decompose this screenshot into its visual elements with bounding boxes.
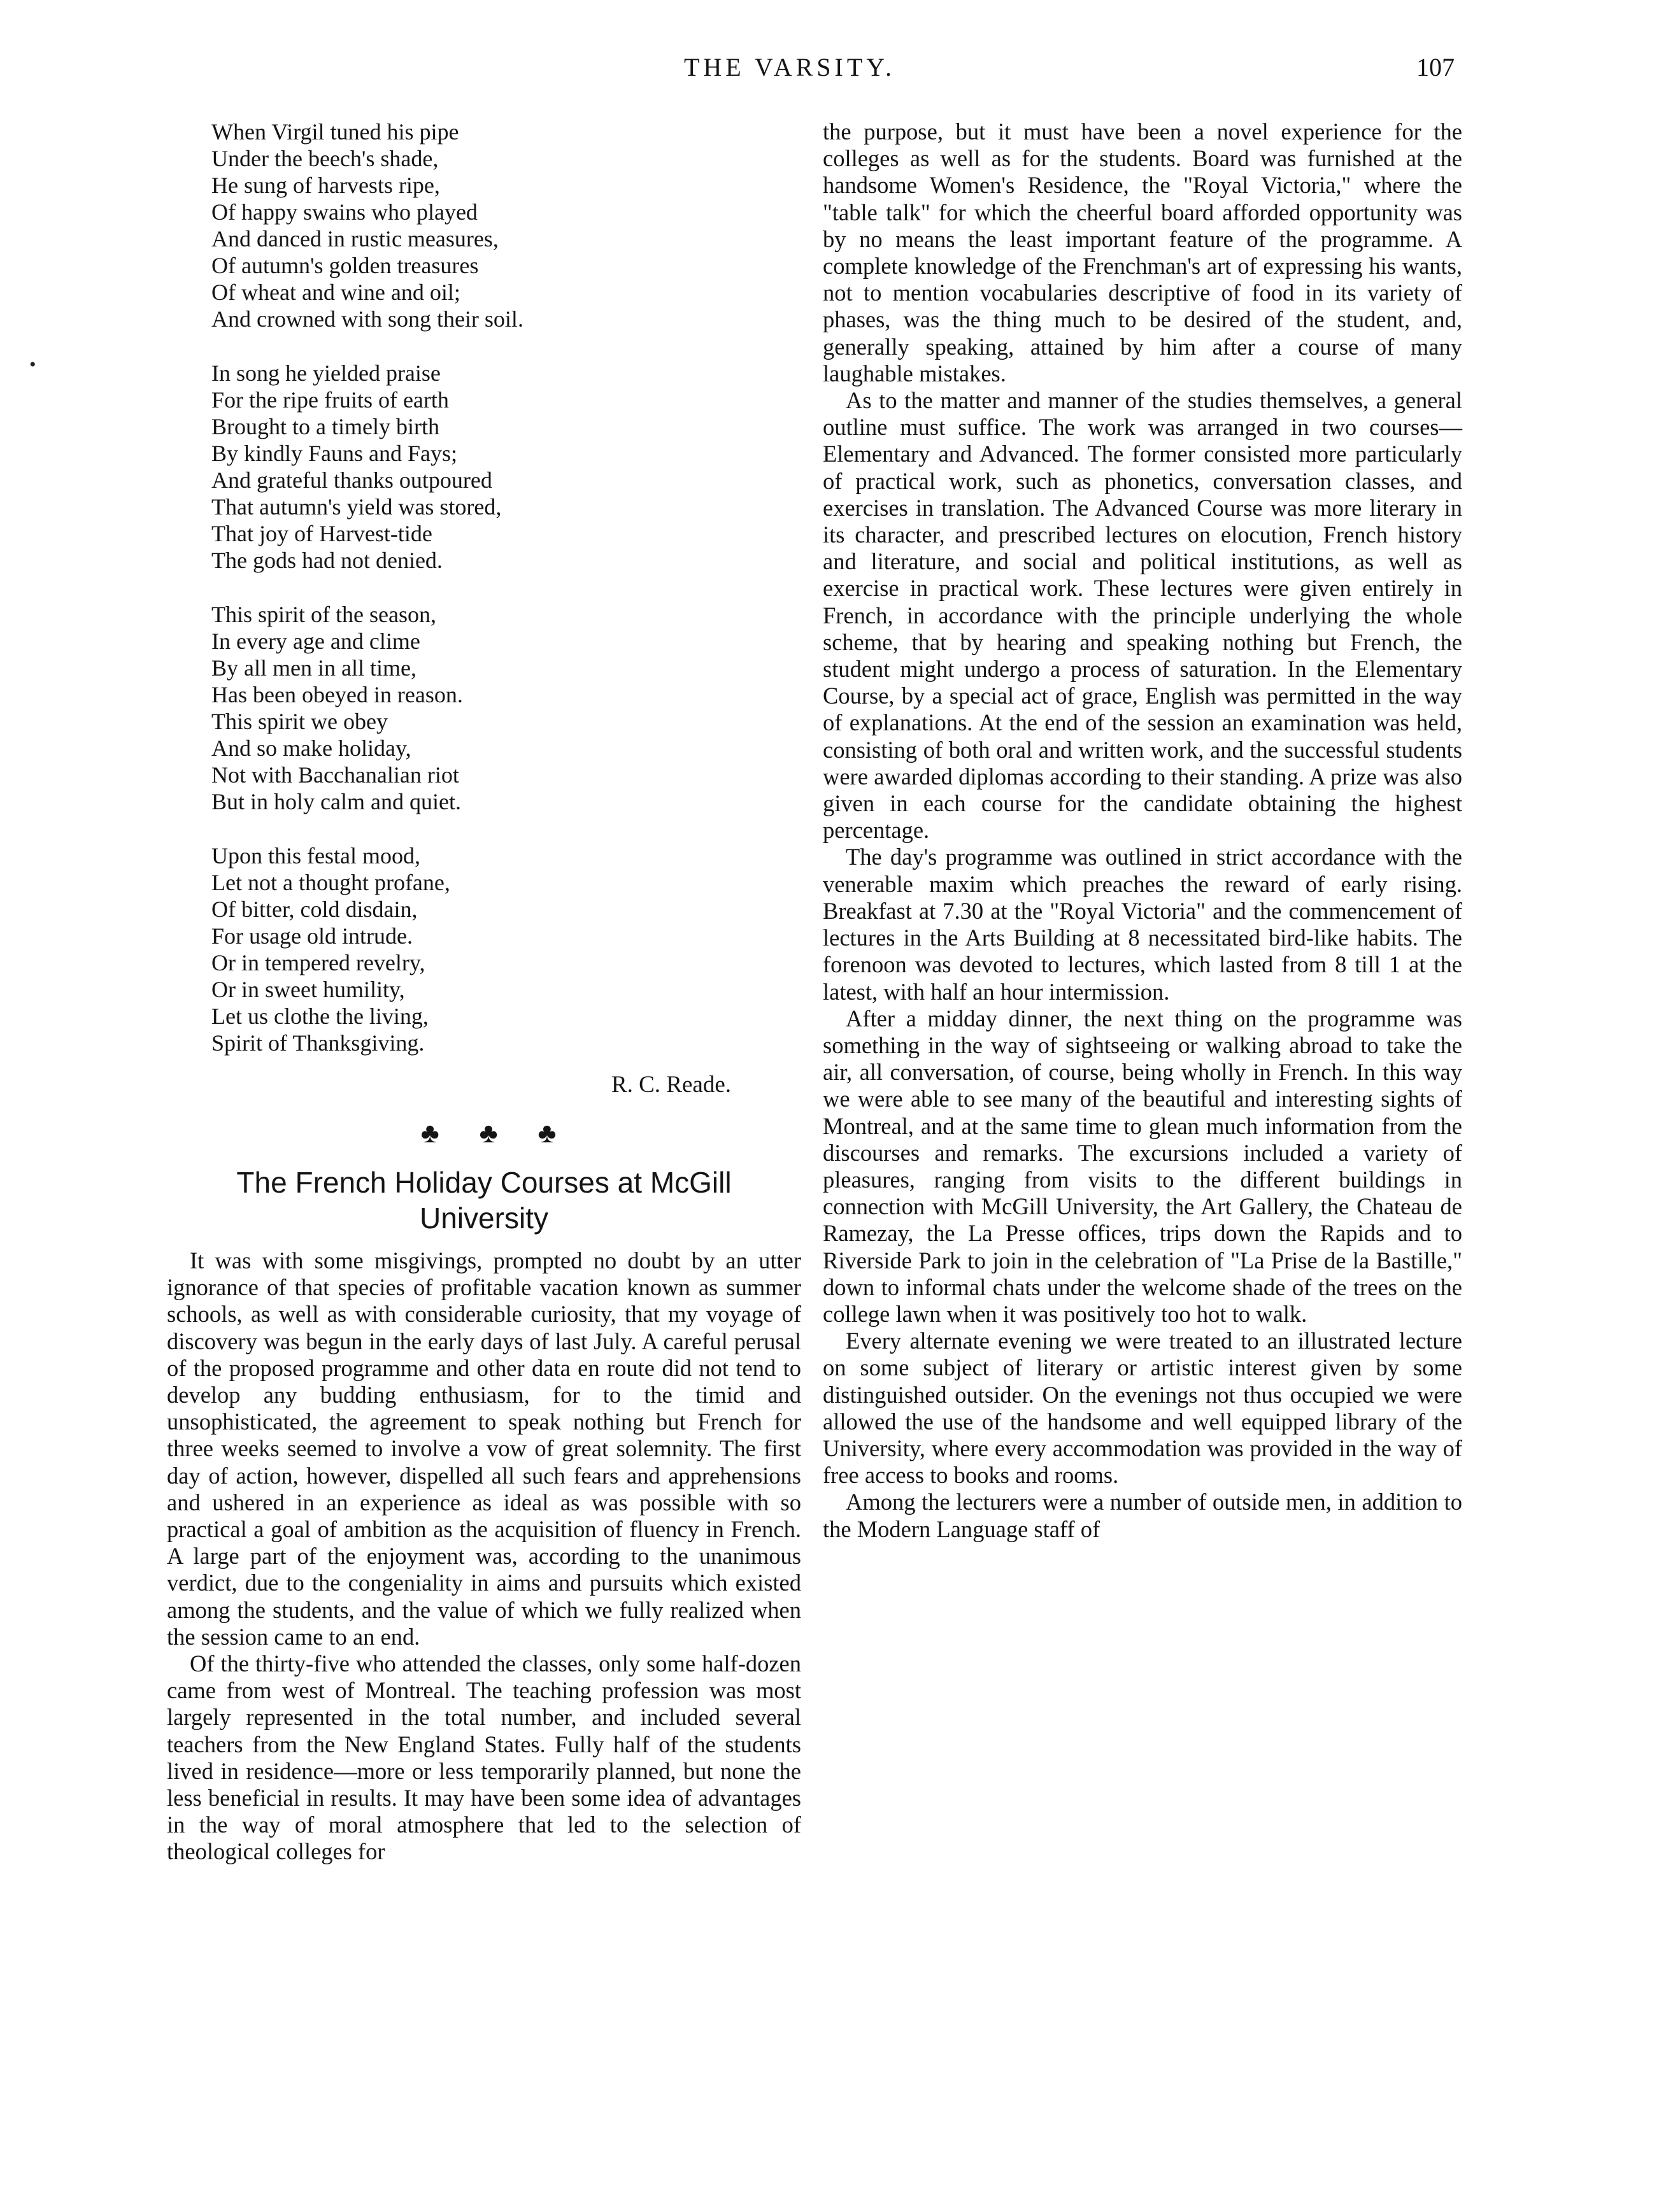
article-paragraph: Among the lecturers were a number of outside men, in addition to the Modern Language staff of <box>823 1489 1462 1542</box>
poem-line: Spirit of Thanksgiving. <box>211 1030 425 1056</box>
poem-line: By kindly Fauns and Fays; <box>211 441 458 466</box>
poem-line: Upon this festal mood, <box>211 843 420 868</box>
article-paragraph: The day's programme was outlined in strict accordance with the venerable maxim which preaches the reward of early rising. Breakfast at 7.30 at the "Royal Victoria" and the commencement of lectures in the Arts Building at 8 necessitated bird-like habits. The forenoon was devoted to lectures, which lasted from 8 till 1 at the latest, with half an hour intermission. <box>823 844 1462 1005</box>
poem-line: Not with Bacchanalian riot <box>211 762 459 788</box>
poem-line: That autumn's yield was stored, <box>211 494 502 520</box>
section-ornament: ♣ ♣ ♣ <box>420 1117 573 1149</box>
article-paragraph: After a midday dinner, the next thing on the programme was something in the way of sightseeing or walking abroad to take the air, all conversation, of course, being wholly in French. In this way we were able to see many of the beautiful and interesting sights of Montreal, and at the same time to glean much information from the discourses and remarks. The excursions included a variety of pleasures, ranging from visits to the different buildings in connection with McGill University, the Art Gallery, the Chateau de Ramezay, the La Presse offices, trips down the Rapids and to Riverside Park to join in the celebration of "La Prise de la Bastille," down to informal chats under the welcome shade of the trees on the college lawn when it was positively too hot to walk. <box>823 1005 1462 1327</box>
page-header <box>0 52 1666 97</box>
poem-line: Has been obeyed in reason. <box>211 682 463 707</box>
left-column <box>167 118 801 1866</box>
poem-line: This spirit of the season, <box>211 602 436 627</box>
poem-line: That joy of Harvest-tide <box>211 521 432 546</box>
poem-line: The gods had not denied. <box>211 548 443 573</box>
poem-line: Let not a thought profane, <box>211 870 450 895</box>
poem-line: This spirit we obey <box>211 709 388 734</box>
poem-line: In song he yielded praise <box>211 360 441 386</box>
article-title <box>167 1165 801 1236</box>
poem-line: For usage old intrude. <box>211 923 413 949</box>
poem-stanza-3 <box>211 601 801 815</box>
poem-line: He sung of harvests ripe, <box>211 173 440 198</box>
poem-signature: R. C. Reade. <box>611 1072 731 1098</box>
poem-line: For the ripe fruits of earth <box>211 387 449 413</box>
margin-mark: • <box>29 354 36 375</box>
poem-line: Or in tempered revelry, <box>211 950 425 975</box>
poem-line: Of autumn's golden treasures <box>211 253 479 278</box>
article-paragraph-continued: the purpose, but it must have been a novel experience for the colleges as well as for the students. Board was furnished at the handsome Women's Residence, the "Royal Victoria," where the "table talk" for which the cheerful board afforded opportunity was by no means the least important feature of the programme. A complete knowledge of the Frenchman's art of expressing his wants, not to mention vocabularies descriptive of food in its variety of phases, was the thing much to be desired of the student, and, generally speaking, attained by him after a course of many laughable mistakes. <box>823 118 1462 386</box>
poem-stanza-4 <box>211 842 801 1056</box>
article-paragraph: Of the thirty-five who attended the classes, only some half-dozen came from west of Montreal. The teaching profession was most largely represented in the total number, and included several teachers from the New England States. Fully half of the students lived in residence—more or less temporarily planned, but none the less beneficial in results. It may have been some idea of advantages in the way of moral atmosphere that led to the selection of theological colleges for <box>167 1650 801 1865</box>
poem-stanza-1 <box>211 118 801 332</box>
poem-line: In every age and clime <box>211 628 420 654</box>
poem-line: Brought to a timely birth <box>211 414 439 439</box>
poem-line: And danced in rustic measures, <box>211 226 499 252</box>
running-title: THE VARSITY. <box>683 53 896 82</box>
article-body-left <box>167 1247 801 1866</box>
poem-line: And crowned with song their soil. <box>211 306 523 332</box>
poem-line: Or in sweet humility, <box>211 977 405 1002</box>
article-paragraph: It was with some misgivings, prompted no doubt by an utter ignorance of that species of profitable vacation known as summer schools, as well as with considerable curiosity, that my voyage of discovery was begun in the early days of last July. A careful perusal of the proposed programme and other data en route did not tend to develop any budding enthusiasm, for to the timid and unsophisticated, the agreement to speak nothing but French for three weeks seemed to involve a vow of great solemnity. The first day of action, however, dispelled all such fears and apprehensions and ushered in an experience as ideal as was possible with so practical a goal of ambition as the acquisition of fluency in French. A large part of the enjoyment was, according to the unanimous verdict, due to the congeniality in aims and pursuits which existed among the students, and the value of which we fully realized when the session came to an end. <box>167 1247 801 1650</box>
poem-line: When Virgil tuned his pipe <box>211 119 459 145</box>
poem-line: Of bitter, cold disdain, <box>211 897 418 922</box>
article-title-line-1: The French Holiday Courses at McGill <box>236 1166 732 1199</box>
article-paragraph: Every alternate evening we were treated to an illustrated lecture on some subject of literary or artistic interest given by some distinguished outsider. On the evenings not thus occupied we were allowed the use of the handsome and well equipped library of the University, where every accommodation was provided in the way of free access to books and rooms. <box>823 1328 1462 1489</box>
poem-line: But in holy calm and quiet. <box>211 789 461 814</box>
article-title-line-2: University <box>420 1202 548 1235</box>
poem <box>167 118 801 1099</box>
poem-line: And so make holiday, <box>211 735 411 761</box>
poem-line: Under the beech's shade, <box>211 146 439 171</box>
poem-line: Of happy swains who played <box>211 199 478 225</box>
poem-stanza-2 <box>211 360 801 574</box>
poem-line: And grateful thanks outpoured <box>211 467 492 493</box>
article-paragraph: As to the matter and manner of the studies themselves, a general outline must suffice. The work was arranged in two courses—Elementary and Advanced. The former consisted more particularly of practical work, such as phonetics, conversation classes, and exercises in translation. The Advanced Course was more literary in its character, and prescribed lectures on elocution, French history and literature, and social and political institutions, as well as exercise in practical work. These lectures were given entirely in French, in accordance with the principle underlying the whole scheme, that by hearing and speaking nothing but French, the student might undergo a process of saturation. In the Elementary Course, by a special act of grace, English was permitted in the way of explanations. At the end of the session an examination was held, consisting of both oral and written work, and the successful students were awarded diplomas according to their standing. A prize was also given in each course for the candidate obtaining the highest percentage. <box>823 387 1462 844</box>
poem-line: Of wheat and wine and oil; <box>211 280 460 305</box>
right-column <box>823 118 1462 1543</box>
poem-line: By all men in all time, <box>211 655 416 681</box>
poem-line: Let us clothe the living, <box>211 1003 429 1029</box>
page-number: 107 <box>1416 53 1455 82</box>
